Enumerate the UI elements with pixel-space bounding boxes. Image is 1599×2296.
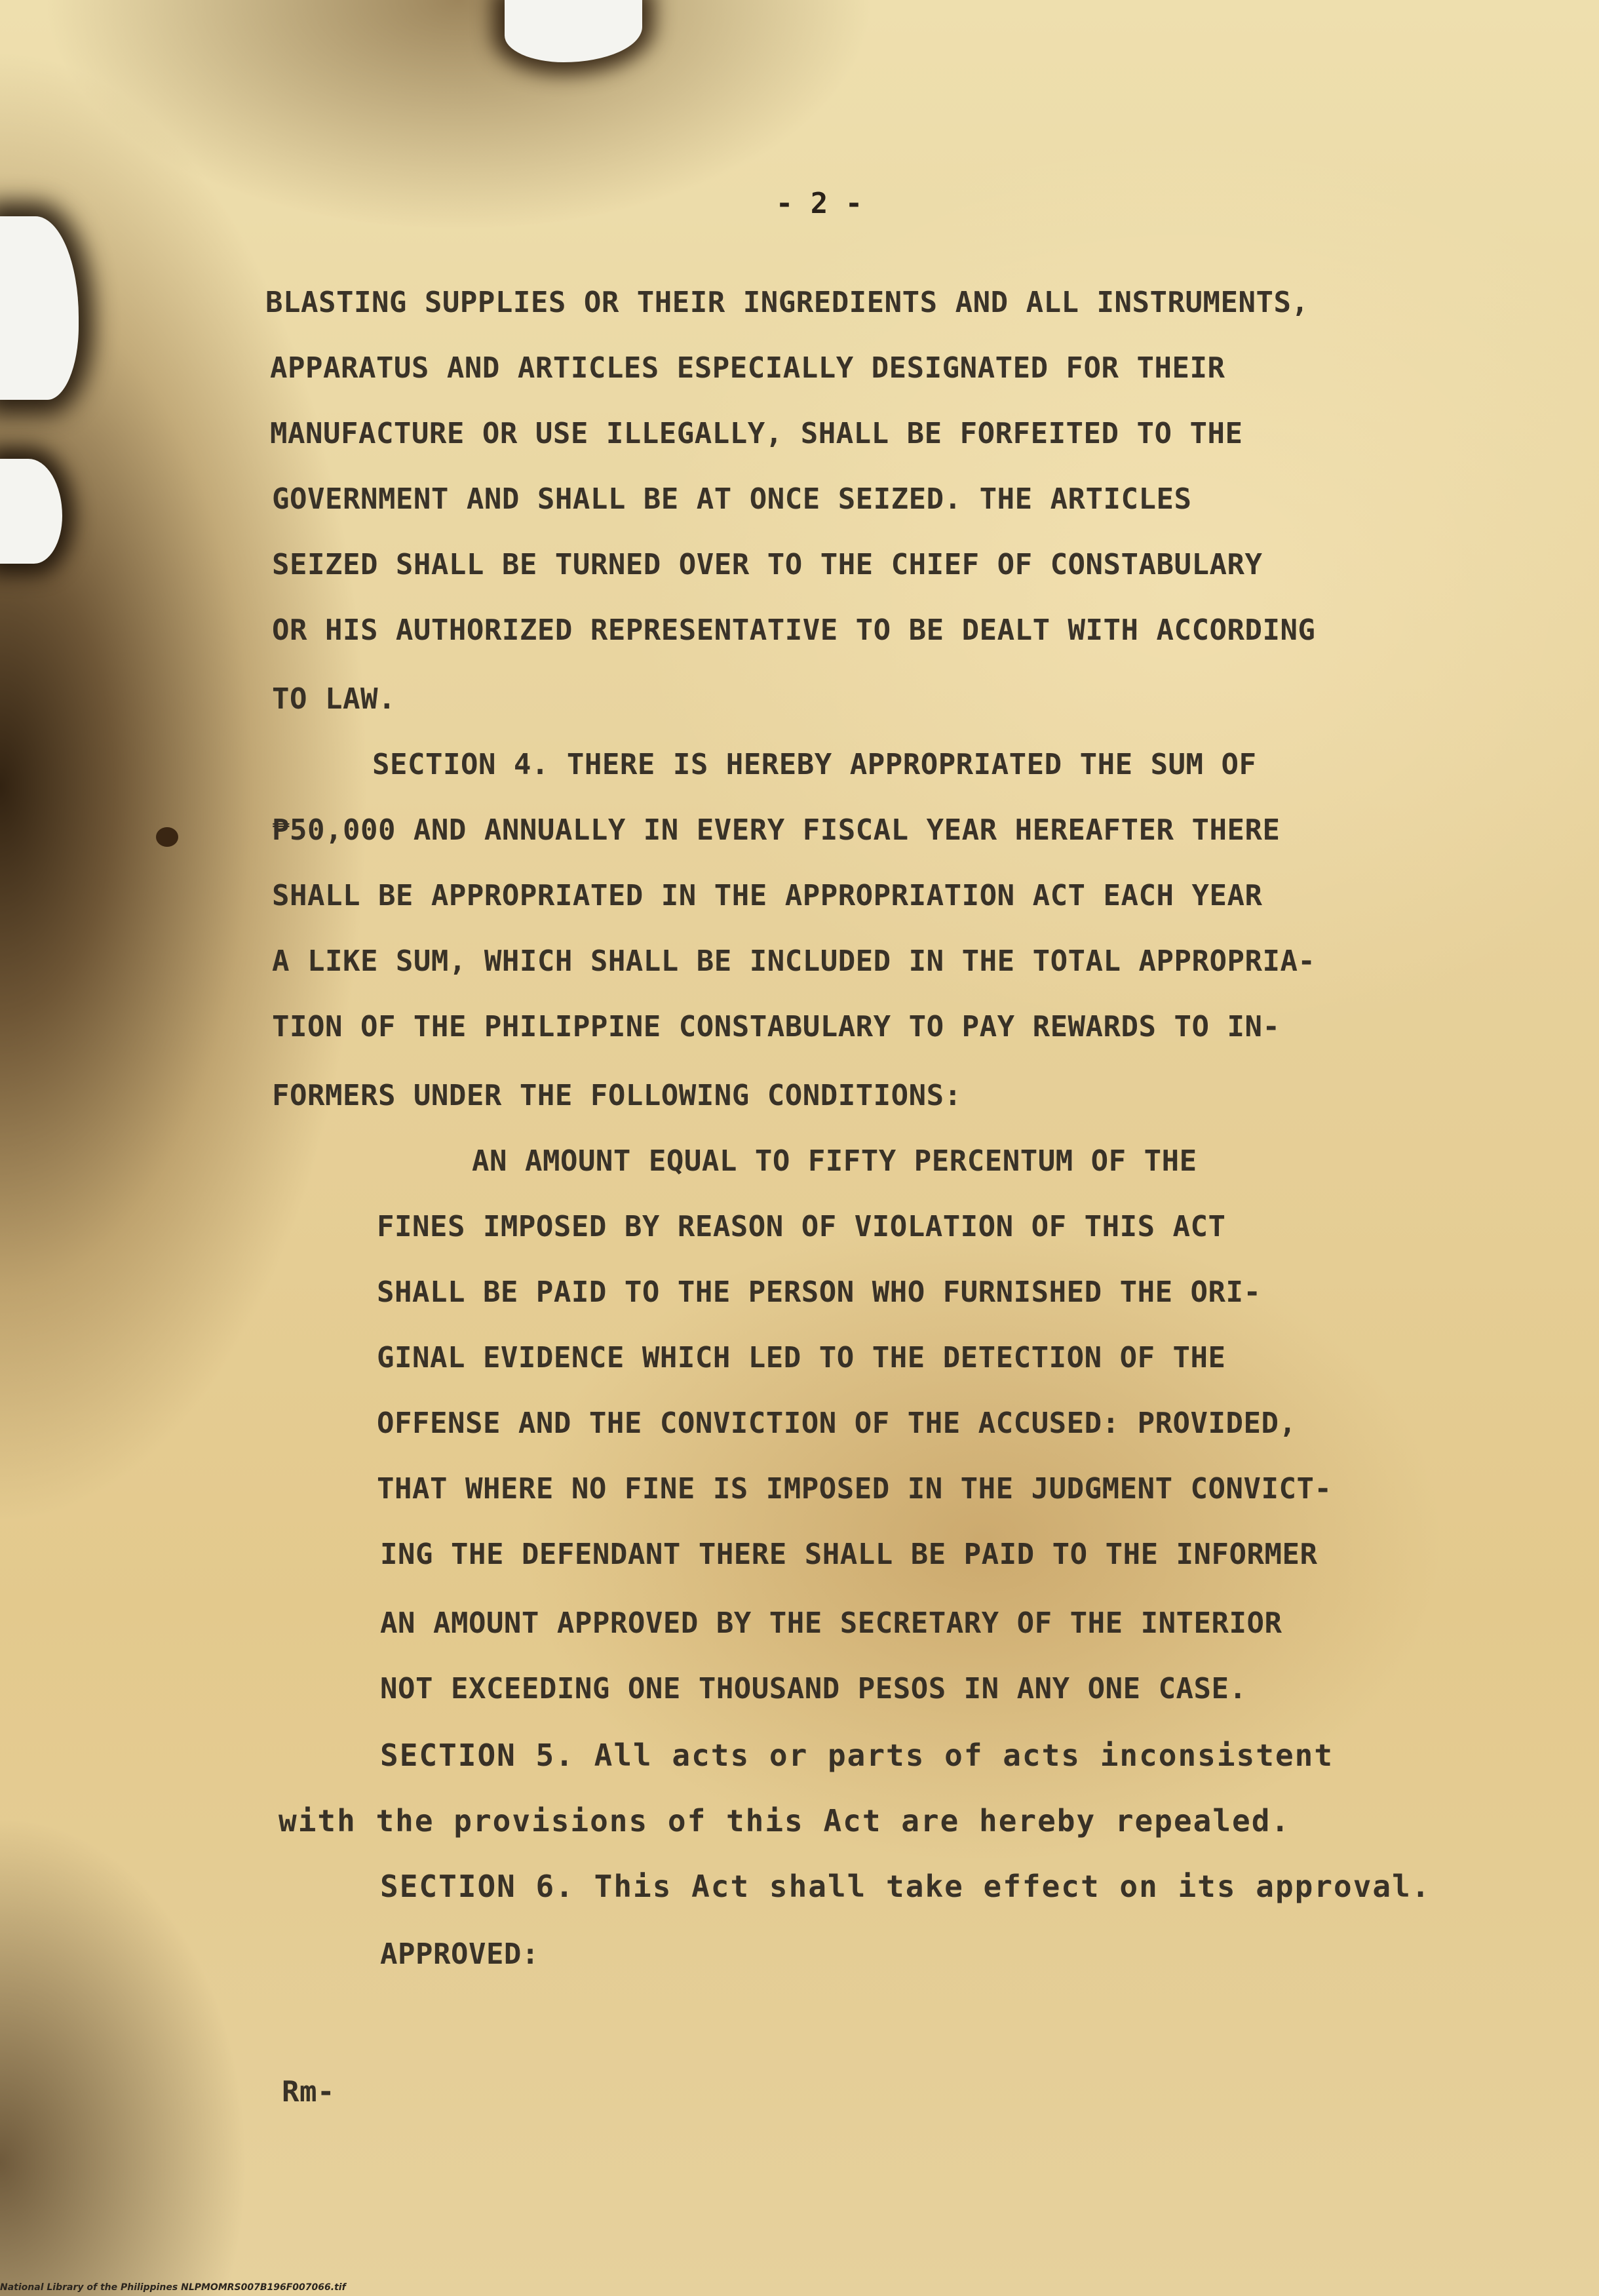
typist-initials: Rm- (282, 2075, 335, 2109)
archive-footer: National Library of the Philippines NLPMOMRS007B196F007066.tif (0, 2282, 346, 2293)
indented-line: THAT WHERE NO FINE IS IMPOSED IN THE JUDGMENT CONVICT- (377, 1472, 1332, 1506)
body-line: SHALL BE APPROPRIATED IN THE APPROPRIATION ACT EACH YEAR (272, 879, 1263, 912)
section-6-line: SECTION 6. This Act shall take effect on its approval. (380, 1869, 1431, 1904)
indented-line: SHALL BE PAID TO THE PERSON WHO FURNISHED THE ORI- (377, 1275, 1262, 1309)
indented-line: OFFENSE AND THE CONVICTION OF THE ACCUSED: PROVIDED, (377, 1407, 1297, 1440)
section-5-line: SECTION 5. All acts or parts of acts inconsistent (380, 1738, 1334, 1773)
burn-hole-top (505, 0, 642, 62)
indented-line: FINES IMPOSED BY REASON OF VIOLATION OF THIS ACT (377, 1210, 1226, 1243)
approved-label: APPROVED: (380, 1937, 539, 1971)
indented-line: NOT EXCEEDING ONE THOUSAND PESOS IN ANY ONE CASE. (380, 1672, 1247, 1705)
burn-hole-left-upper (0, 216, 79, 400)
body-line: SEIZED SHALL BE TURNED OVER TO THE CHIEF OF CONSTABULARY (272, 548, 1263, 581)
indented-line: AN AMOUNT APPROVED BY THE SECRETARY OF THE INTERIOR (380, 1606, 1282, 1640)
indented-line: GINAL EVIDENCE WHICH LED TO THE DETECTION OF THE (377, 1341, 1226, 1374)
body-line: BLASTING SUPPLIES OR THEIR INGREDIENTS AND ALL INSTRUMENTS, (265, 286, 1309, 319)
body-line: A LIKE SUM, WHICH SHALL BE INCLUDED IN THE TOTAL APPROPRIA- (272, 944, 1316, 978)
ink-stain (156, 827, 178, 847)
indented-line: AN AMOUNT EQUAL TO FIFTY PERCENTUM OF THE (472, 1144, 1197, 1178)
body-line: MANUFACTURE OR USE ILLEGALLY, SHALL BE FORFEITED TO THE (270, 417, 1243, 450)
burn-hole-left-lower (0, 459, 62, 564)
page-number: - 2 - (775, 187, 863, 220)
indented-line: ING THE DEFENDANT THERE SHALL BE PAID TO THE INFORMER (380, 1538, 1318, 1571)
body-line: GOVERNMENT AND SHALL BE AT ONCE SEIZED. THE ARTICLES (272, 482, 1192, 516)
section-4-heading-line: SECTION 4. THERE IS HEREBY APPROPRIATED THE SUM OF (372, 748, 1257, 781)
body-line: APPARATUS AND ARTICLES ESPECIALLY DESIGNATED FOR THEIR (270, 351, 1225, 385)
body-line: with the provisions of this Act are hereby repealed. (279, 1803, 1291, 1839)
body-line: FORMERS UNDER THE FOLLOWING CONDITIONS: (272, 1079, 962, 1112)
body-line: TO LAW. (272, 682, 396, 716)
body-line: OR HIS AUTHORIZED REPRESENTATIVE TO BE DEALT WITH ACCORDING (272, 613, 1316, 647)
body-line: TION OF THE PHILIPPINE CONSTABULARY TO PAY REWARDS TO IN- (272, 1010, 1281, 1043)
body-line: ₱50,000 AND ANNUALLY IN EVERY FISCAL YEAR HEREAFTER THERE (272, 813, 1281, 847)
